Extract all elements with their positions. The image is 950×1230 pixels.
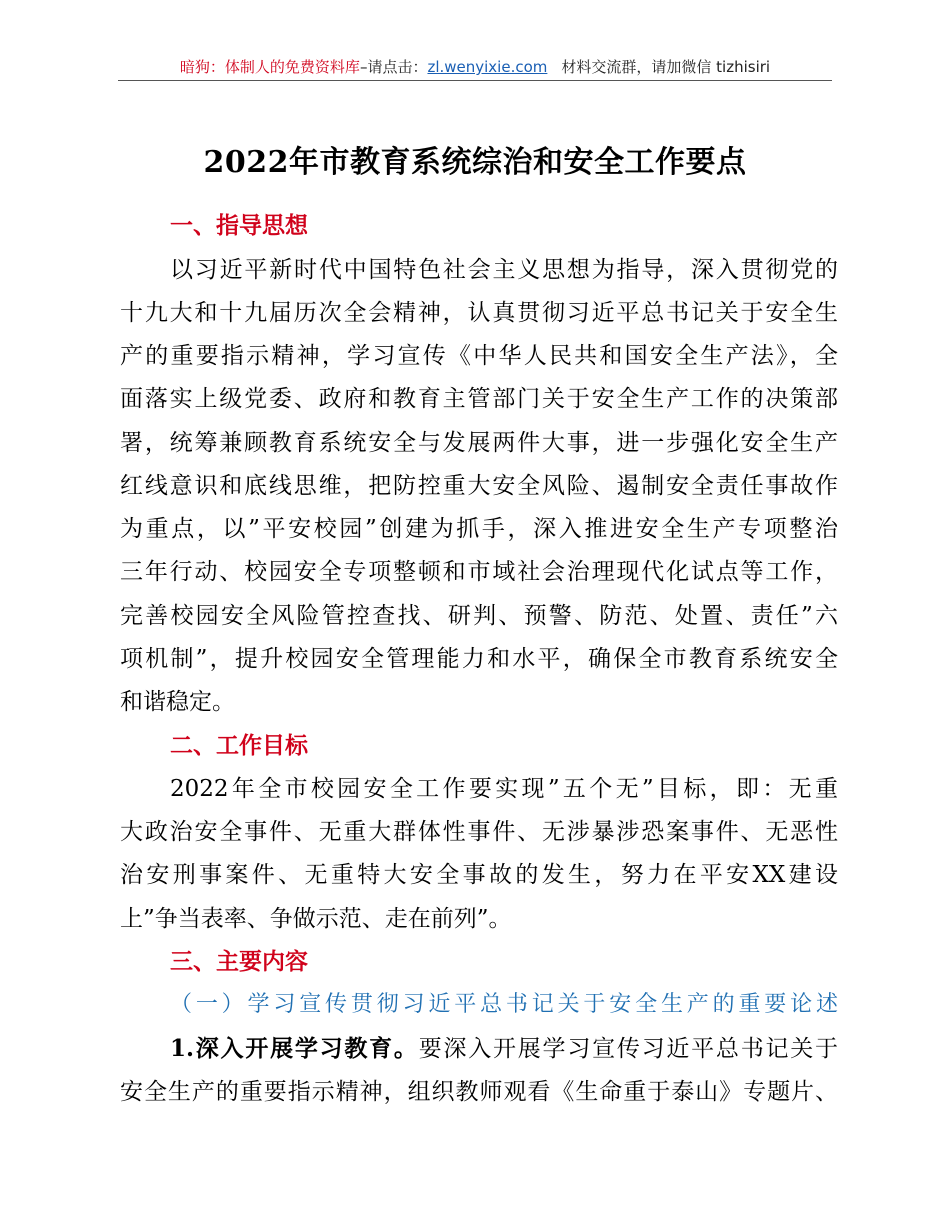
- paragraph-line: 治安刑事案件、无重特大安全事故的发生，努力在平安XX建设: [120, 862, 838, 888]
- paragraph-line: 项机制”，提升校园安全管理能力和水平，确保全市教育系统安全: [120, 646, 838, 672]
- paragraph-line: 三年行动、校园安全专项整顿和市域社会治理现代化试点等工作，: [120, 559, 838, 585]
- header-group: 材料交流群，请加微信 tizhisiri: [561, 58, 771, 76]
- section-heading-guiding-ideology: 一、指导思想: [170, 213, 308, 239]
- paragraph-line: 十九大和十九届历次全会精神，认真贯彻习近平总书记关于安全生: [120, 300, 838, 326]
- item-label: 1.深入开展学习教育。: [170, 1035, 419, 1062]
- item-text: 要深入开展学习宣传习近平总书记关于: [418, 1036, 839, 1062]
- subsection-heading: （一）学习宣传贯彻习近平总书记关于安全生产的重要论述: [170, 992, 838, 1017]
- paragraph-line: 红线意识和底线思维，把防控重大安全风险、遏制安全责任事故作: [120, 473, 838, 499]
- header-url-link[interactable]: zl.wenyixie.com: [427, 58, 548, 76]
- paragraph-line: 2022年全市校园安全工作要实现”五个无”目标，即：无重: [170, 776, 838, 802]
- section-heading-work-goals: 二、工作目标: [170, 733, 308, 759]
- paragraph-line: 安全生产的重要指示精神，组织教师观看《生命重于泰山》专题片、: [120, 1079, 838, 1105]
- document-title: 2022年市教育系统综治和安全工作要点: [203, 145, 747, 180]
- header-divider: [118, 80, 832, 81]
- paragraph-line: 大政治安全事件、无重大群体性事件、无涉暴涉恐案事件、无恶性: [120, 819, 838, 845]
- header-brand: 暗狗：体制人的免费资料库: [179, 58, 360, 76]
- paragraph-line: 为重点，以”平安校园”创建为抓手，深入推进安全生产专项整治: [120, 516, 838, 542]
- header-prompt: –请点击：: [359, 58, 428, 76]
- paragraph-line: 署，统筹兼顾教育系统安全与发展两件大事，进一步强化安全生产: [120, 430, 838, 456]
- paragraph-line: 产的重要指示精神，学习宣传《中华人民共和国安全生产法》，全: [120, 343, 838, 369]
- paragraph-line: 面落实上级党委、政府和教育主管部门关于安全生产工作的决策部: [120, 386, 838, 412]
- paragraph-line: 以习近平新时代中国特色社会主义思想为指导，深入贯彻党的: [170, 257, 838, 283]
- paragraph-line: [170, 1034, 838, 1064]
- section-heading-main-content: 三、主要内容: [170, 949, 308, 975]
- paragraph-line: 和谐稳定。: [120, 689, 235, 715]
- page-header: [0, 56, 950, 77]
- paragraph-line: 完善校园安全风险管控查找、研判、预警、防范、处置、责任”六: [120, 603, 838, 629]
- paragraph-line: 上”争当表率、争做示范、走在前列”。: [120, 906, 512, 932]
